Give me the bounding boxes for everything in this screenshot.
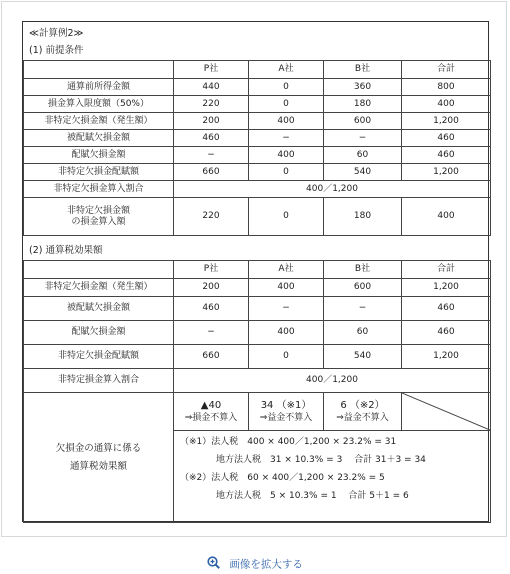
note-line: 地方法人税 5 × 10.3% = 1 合計 5＋1 = 6	[180, 491, 409, 501]
premise-table	[23, 60, 491, 236]
cell-value: 400	[402, 96, 491, 113]
zoom-image-link[interactable]	[0, 556, 510, 572]
cell-value: 400	[249, 321, 324, 345]
table-row	[24, 345, 491, 369]
cell-value: 60	[324, 321, 402, 345]
effect-total-diagonal	[402, 393, 490, 430]
effects-cell	[174, 393, 491, 523]
header-total: 合計	[402, 61, 491, 79]
cell-value: 200	[174, 279, 249, 297]
header-b: B社	[324, 261, 402, 279]
header-a: A社	[249, 61, 324, 79]
cell-value: 460	[402, 130, 491, 147]
diagonal-line	[402, 393, 490, 430]
table-row	[24, 369, 491, 393]
table-row	[24, 279, 491, 297]
example-title: ≪計算例2≫	[29, 28, 84, 39]
note-line: （※2）法人税 60 × 400／1,200 × 23.2% = 5	[180, 473, 385, 483]
effect-a	[249, 393, 324, 430]
cell-value: 460	[174, 297, 249, 321]
table-row	[24, 198, 491, 236]
effect-a-amount: 34 （※1）	[260, 399, 312, 411]
zoom-link-label[interactable]: 画像を拡大する	[229, 558, 303, 571]
effect-b-amount: 6 （※2）	[340, 399, 385, 411]
cell-value: 0	[249, 79, 324, 96]
cell-value: 600	[324, 279, 402, 297]
zoom-in-icon[interactable]	[207, 556, 220, 572]
table-row	[24, 297, 491, 321]
cell-value: 200	[174, 113, 249, 130]
cell-value: 460	[402, 321, 491, 345]
cell-value: 540	[324, 345, 402, 369]
row-label-line: の損金算入額	[71, 216, 126, 227]
row-label: 損金算入限度額（50%）	[24, 96, 174, 113]
cell-value: 360	[324, 79, 402, 96]
effect-p-amount: ▲40	[200, 399, 222, 411]
cell-value: 0	[249, 96, 324, 113]
cell-value-merged: 400／1,200	[174, 369, 491, 393]
effects-summary-row	[174, 393, 490, 431]
row-label	[24, 393, 174, 523]
row-label: 非特定欠損金配賦額	[24, 164, 174, 181]
cell-value: 180	[324, 96, 402, 113]
cell-value: 400	[402, 198, 491, 236]
cell-value: −	[174, 321, 249, 345]
row-label: 通算前所得金額	[24, 79, 174, 96]
note-line: 地方法人税 31 × 10.3% = 3 合計 31＋3 = 34	[180, 455, 426, 465]
cell-value: −	[174, 147, 249, 164]
cell-value: 600	[324, 113, 402, 130]
table-row	[24, 147, 491, 164]
cell-value: 60	[324, 147, 402, 164]
cell-value: 220	[174, 198, 249, 236]
table-header-row	[24, 61, 491, 79]
cell-value: 660	[174, 345, 249, 369]
cell-value: −	[249, 130, 324, 147]
cell-value: −	[324, 130, 402, 147]
row-label: 被配賦欠損金額	[24, 297, 174, 321]
table-row	[24, 79, 491, 96]
cell-value: 660	[174, 164, 249, 181]
table-header-row	[24, 261, 491, 279]
note-line: （※1）法人税 400 × 400／1,200 × 23.2% = 31	[180, 437, 397, 447]
tax-effect-table	[23, 392, 491, 523]
cell-value: 800	[402, 79, 491, 96]
table-row	[24, 321, 491, 345]
cell-value: 440	[174, 79, 249, 96]
effects-content	[174, 393, 490, 522]
row-label: 被配賦欠損金額	[24, 130, 174, 147]
row-label-line: 欠損金の通算に係る	[55, 442, 142, 454]
cell-value: 460	[174, 130, 249, 147]
cell-value: 0	[249, 345, 324, 369]
cell-value: 220	[174, 96, 249, 113]
table-row	[24, 393, 491, 523]
effect-p-treatment: ⇒損金不算入	[184, 412, 238, 423]
cell-value: 1,200	[402, 113, 491, 130]
row-label: 非特定損金算入割合	[24, 369, 174, 393]
header-a: A社	[249, 261, 324, 279]
effects-notes	[174, 431, 490, 505]
header-p: P社	[174, 61, 249, 79]
effect-p	[174, 393, 249, 430]
content-frame	[1, 1, 507, 537]
calculation-document	[22, 21, 489, 522]
row-label: 配賦欠損金額	[24, 321, 174, 345]
header-empty	[24, 61, 174, 79]
cell-value: 1,200	[402, 345, 491, 369]
row-label: 非特定欠損金額（発生額）	[24, 113, 174, 130]
cell-value: 460	[402, 147, 491, 164]
row-label: 配賦欠損金額	[24, 147, 174, 164]
cell-value: 400	[249, 113, 324, 130]
cell-value: 400	[249, 147, 324, 164]
effect-b	[324, 393, 402, 430]
effects-table	[23, 260, 491, 393]
header-b: B社	[324, 61, 402, 79]
section-title-effects: (2) 通算税効果額	[29, 245, 103, 256]
table-row	[24, 164, 491, 181]
row-label-line: 通算税効果額	[69, 460, 127, 472]
table-row	[24, 181, 491, 198]
row-label: 非特定欠損金配賦額	[24, 345, 174, 369]
row-label: 非特定欠損金額（発生額）	[24, 279, 174, 297]
header-p: P社	[174, 261, 249, 279]
cell-value: 1,200	[402, 164, 491, 181]
cell-value: −	[249, 297, 324, 321]
cell-value: 540	[324, 164, 402, 181]
header-empty	[24, 261, 174, 279]
cell-value: 0	[249, 198, 324, 236]
row-label: 非特定欠損金算入割合	[24, 181, 174, 198]
effect-a-treatment: ⇒益金不算入	[259, 412, 313, 423]
cell-value: −	[324, 297, 402, 321]
row-label-line: 非特定欠損金額	[66, 205, 130, 216]
cell-value: 400	[249, 279, 324, 297]
cell-value: 460	[402, 297, 491, 321]
table-row	[24, 113, 491, 130]
cell-value: 0	[249, 164, 324, 181]
cell-value: 1,200	[402, 279, 491, 297]
row-label	[24, 198, 174, 236]
section-title-premise: (1) 前提条件	[29, 45, 84, 56]
header-total: 合計	[402, 261, 491, 279]
cell-value: 180	[324, 198, 402, 236]
table-row	[24, 130, 491, 147]
cell-value-merged: 400／1,200	[174, 181, 491, 198]
table-row	[24, 96, 491, 113]
effect-b-treatment: ⇒益金不算入	[336, 412, 389, 423]
